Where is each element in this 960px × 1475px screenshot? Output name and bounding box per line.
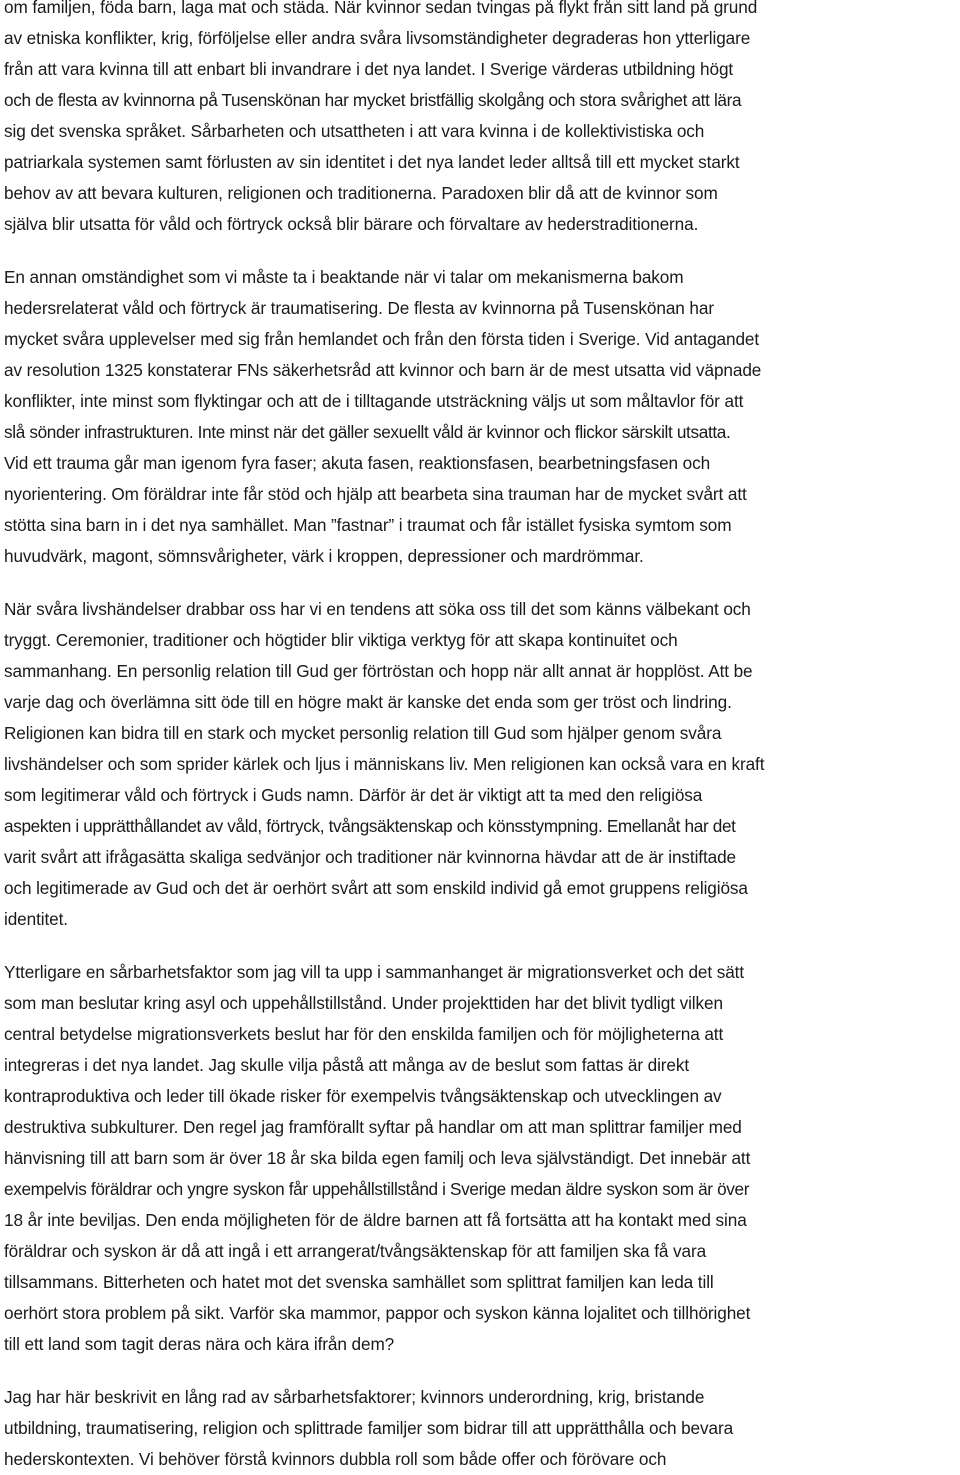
- text-line: som man beslutar kring asyl och uppehållstillstånd. Under projekttiden har det blivit tydligt vilken: [4, 993, 723, 1013]
- text-line: sig det svenska språket. Sårbarheten och utsattheten i att vara kvinna i de kollektivistiska och: [4, 121, 705, 141]
- text-line: föräldrar och syskon är då att ingå i ett arrangerat/tvångsäktenskap för att familjen ska få vara: [4, 1241, 707, 1261]
- text-line: Jag har här beskrivit en lång rad av sårbarhetsfaktorer; kvinnors underordning, krig, bristande: [4, 1387, 705, 1407]
- text-line: behov av att bevara kulturen, religionen och traditionerna. Paradoxen blir då att de kvinnor som: [4, 183, 718, 203]
- text-line: destruktiva subkulturer. Den regel jag framförallt syftar på handlar om att man splittrar familjer med: [4, 1117, 742, 1137]
- text-line: av etniska konflikter, krig, förföljelse eller andra svåra livsomständigheter degraderas hon ytterligare: [4, 28, 751, 48]
- paragraph-5: [4, 1382, 958, 1475]
- text-line: som legitimerar våld och förtryck i Guds namn. Därför är det är viktigt att ta med den religiösa: [4, 785, 703, 805]
- text-line: tryggt. Ceremonier, traditioner och högtider blir viktiga verktyg för att skapa kontinuitet och: [4, 630, 678, 650]
- text-line: aspekten i upprätthållandet av våld, förtryck, tvångsäktenskap och könsstympning. Emellanåt har det: [4, 816, 736, 836]
- text-line: nyorientering. Om föräldrar inte får stöd och hjälp att bearbeta sina trauman har de mycket svårt att: [4, 484, 747, 504]
- text-line: patriarkala systemen samt förlusten av sin identitet i det nya landet leder alltså till ett mycket starkt: [4, 152, 740, 172]
- text-line: oerhört stora problem på sikt. Varför ska mammor, pappor och syskon känna lojalitet och tillhörighet: [4, 1303, 751, 1323]
- text-line: Ytterligare en sårbarhetsfaktor som jag vill ta upp i sammanhanget är migrationsverket och det sätt: [4, 962, 745, 982]
- text-line: konflikter, inte minst som flyktingar och att de i tilltagande utsträckning väljs ut som måltavlor för att: [4, 391, 744, 411]
- text-line: sammanhang. En personlig relation till Gud ger förtröstan och hopp när allt annat är hopplöst. Att be: [4, 661, 753, 681]
- text-line: livshändelser och som sprider kärlek och ljus i människans liv. Men religionen kan också vara en kraft: [4, 754, 765, 774]
- text-line: identitet.: [4, 909, 68, 929]
- text-line: hederskontexten. Vi behöver förstå kvinnors dubbla roll som både offer och förövare och: [4, 1449, 667, 1469]
- text-line: stötta sina barn in i det nya samhället. Man ”fastnar” i traumat och får istället fysiska symtom som: [4, 515, 732, 535]
- text-line: integreras i det nya landet. Jag skulle vilja påstå att många av de beslut som fattas är direkt: [4, 1055, 690, 1075]
- text-line: tillsammans. Bitterheten och hatet mot det svenska samhället som splittrat familjen kan leda till: [4, 1272, 714, 1292]
- text-line: 18 år inte beviljas. Den enda möjligheten för de äldre barnen att få fortsätta att ha kontakt med sina: [4, 1210, 747, 1230]
- text-line: När svåra livshändelser drabbar oss har vi en tendens att söka oss till det som känns välbekant och: [4, 599, 751, 619]
- text-line: hedersrelaterat våld och förtryck är traumatisering. De flesta av kvinnorna på Tusenskönan har: [4, 298, 714, 318]
- text-line: utbildning, traumatisering, religion och splittrade familjer som bidrar till att upprätthålla och bevara: [4, 1418, 734, 1438]
- text-line: från att vara kvinna till att enbart bli invandrare i det nya landet. I Sverige värderas utbildning högt: [4, 59, 734, 79]
- text-line: och de flesta av kvinnorna på Tusenskönan har mycket bristfällig skolgång och stora svårighet att lära: [4, 90, 742, 110]
- text-line: mycket svåra upplevelser med sig från hemlandet och från den första tiden i Sverige. Vid antagandet: [4, 329, 760, 349]
- text-line: Religionen kan bidra till en stark och mycket personlig relation till Gud som hjälper genom svåra: [4, 723, 722, 743]
- document-page: [4, 0, 958, 1475]
- text-line: varit svårt att ifrågasätta skaliga sedvänjor och traditioner när kvinnorna hävdar att de är instiftade: [4, 847, 737, 867]
- text-line: och legitimerade av Gud och det är oerhört svårt att som enskild individ gå emot gruppens religiösa: [4, 878, 748, 898]
- text-line: En annan omständighet som vi måste ta i beaktande när vi talar om mekanismerna bakom: [4, 267, 684, 287]
- paragraph-4: [4, 957, 958, 1360]
- paragraph-3: [4, 594, 958, 935]
- text-line: huvudvärk, magont, sömnsvårigheter, värk i kroppen, depressioner och mardrömmar.: [4, 546, 644, 566]
- text-line: till ett land som tagit deras nära och kära ifrån dem?: [4, 1334, 395, 1354]
- paragraph-2: [4, 262, 958, 572]
- text-line: själva blir utsatta för våld och förtryck också blir bärare och förvaltare av hederstraditionerna.: [4, 214, 699, 234]
- text-line: central betydelse migrationsverkets beslut har för den enskilda familjen och för möjligheterna att: [4, 1024, 724, 1044]
- paragraph-1: [4, 0, 958, 240]
- text-line: av resolution 1325 konstaterar FNs säkerhetsråd att kvinnor och barn är de mest utsatta vid väpnade: [4, 360, 762, 380]
- text-line: Vid ett trauma går man igenom fyra faser; akuta fasen, reaktionsfasen, bearbetningsfasen och: [4, 453, 711, 473]
- text-line: slå sönder infrastrukturen. Inte minst när det gäller sexuellt våld är kvinnor och flickor särskilt utsatta.: [4, 422, 731, 442]
- text-line: kontraproduktiva och leder till ökade risker för exempelvis tvångsäktenskap och utvecklingen av: [4, 1086, 722, 1106]
- text-line: exempelvis föräldrar och yngre syskon får uppehållstillstånd i Sverige medan äldre syskon som är över: [4, 1179, 750, 1199]
- text-line: varje dag och överlämna sitt öde till en högre makt är kanske det enda som ger tröst och lindring.: [4, 692, 732, 712]
- text-line: hänvisning till att barn som är över 18 år ska bilda egen familj och leva självständigt. Det innebär att: [4, 1148, 751, 1168]
- text-line: om familjen, föda barn, laga mat och städa. När kvinnor sedan tvingas på flykt från sitt land på grund: [4, 0, 758, 17]
